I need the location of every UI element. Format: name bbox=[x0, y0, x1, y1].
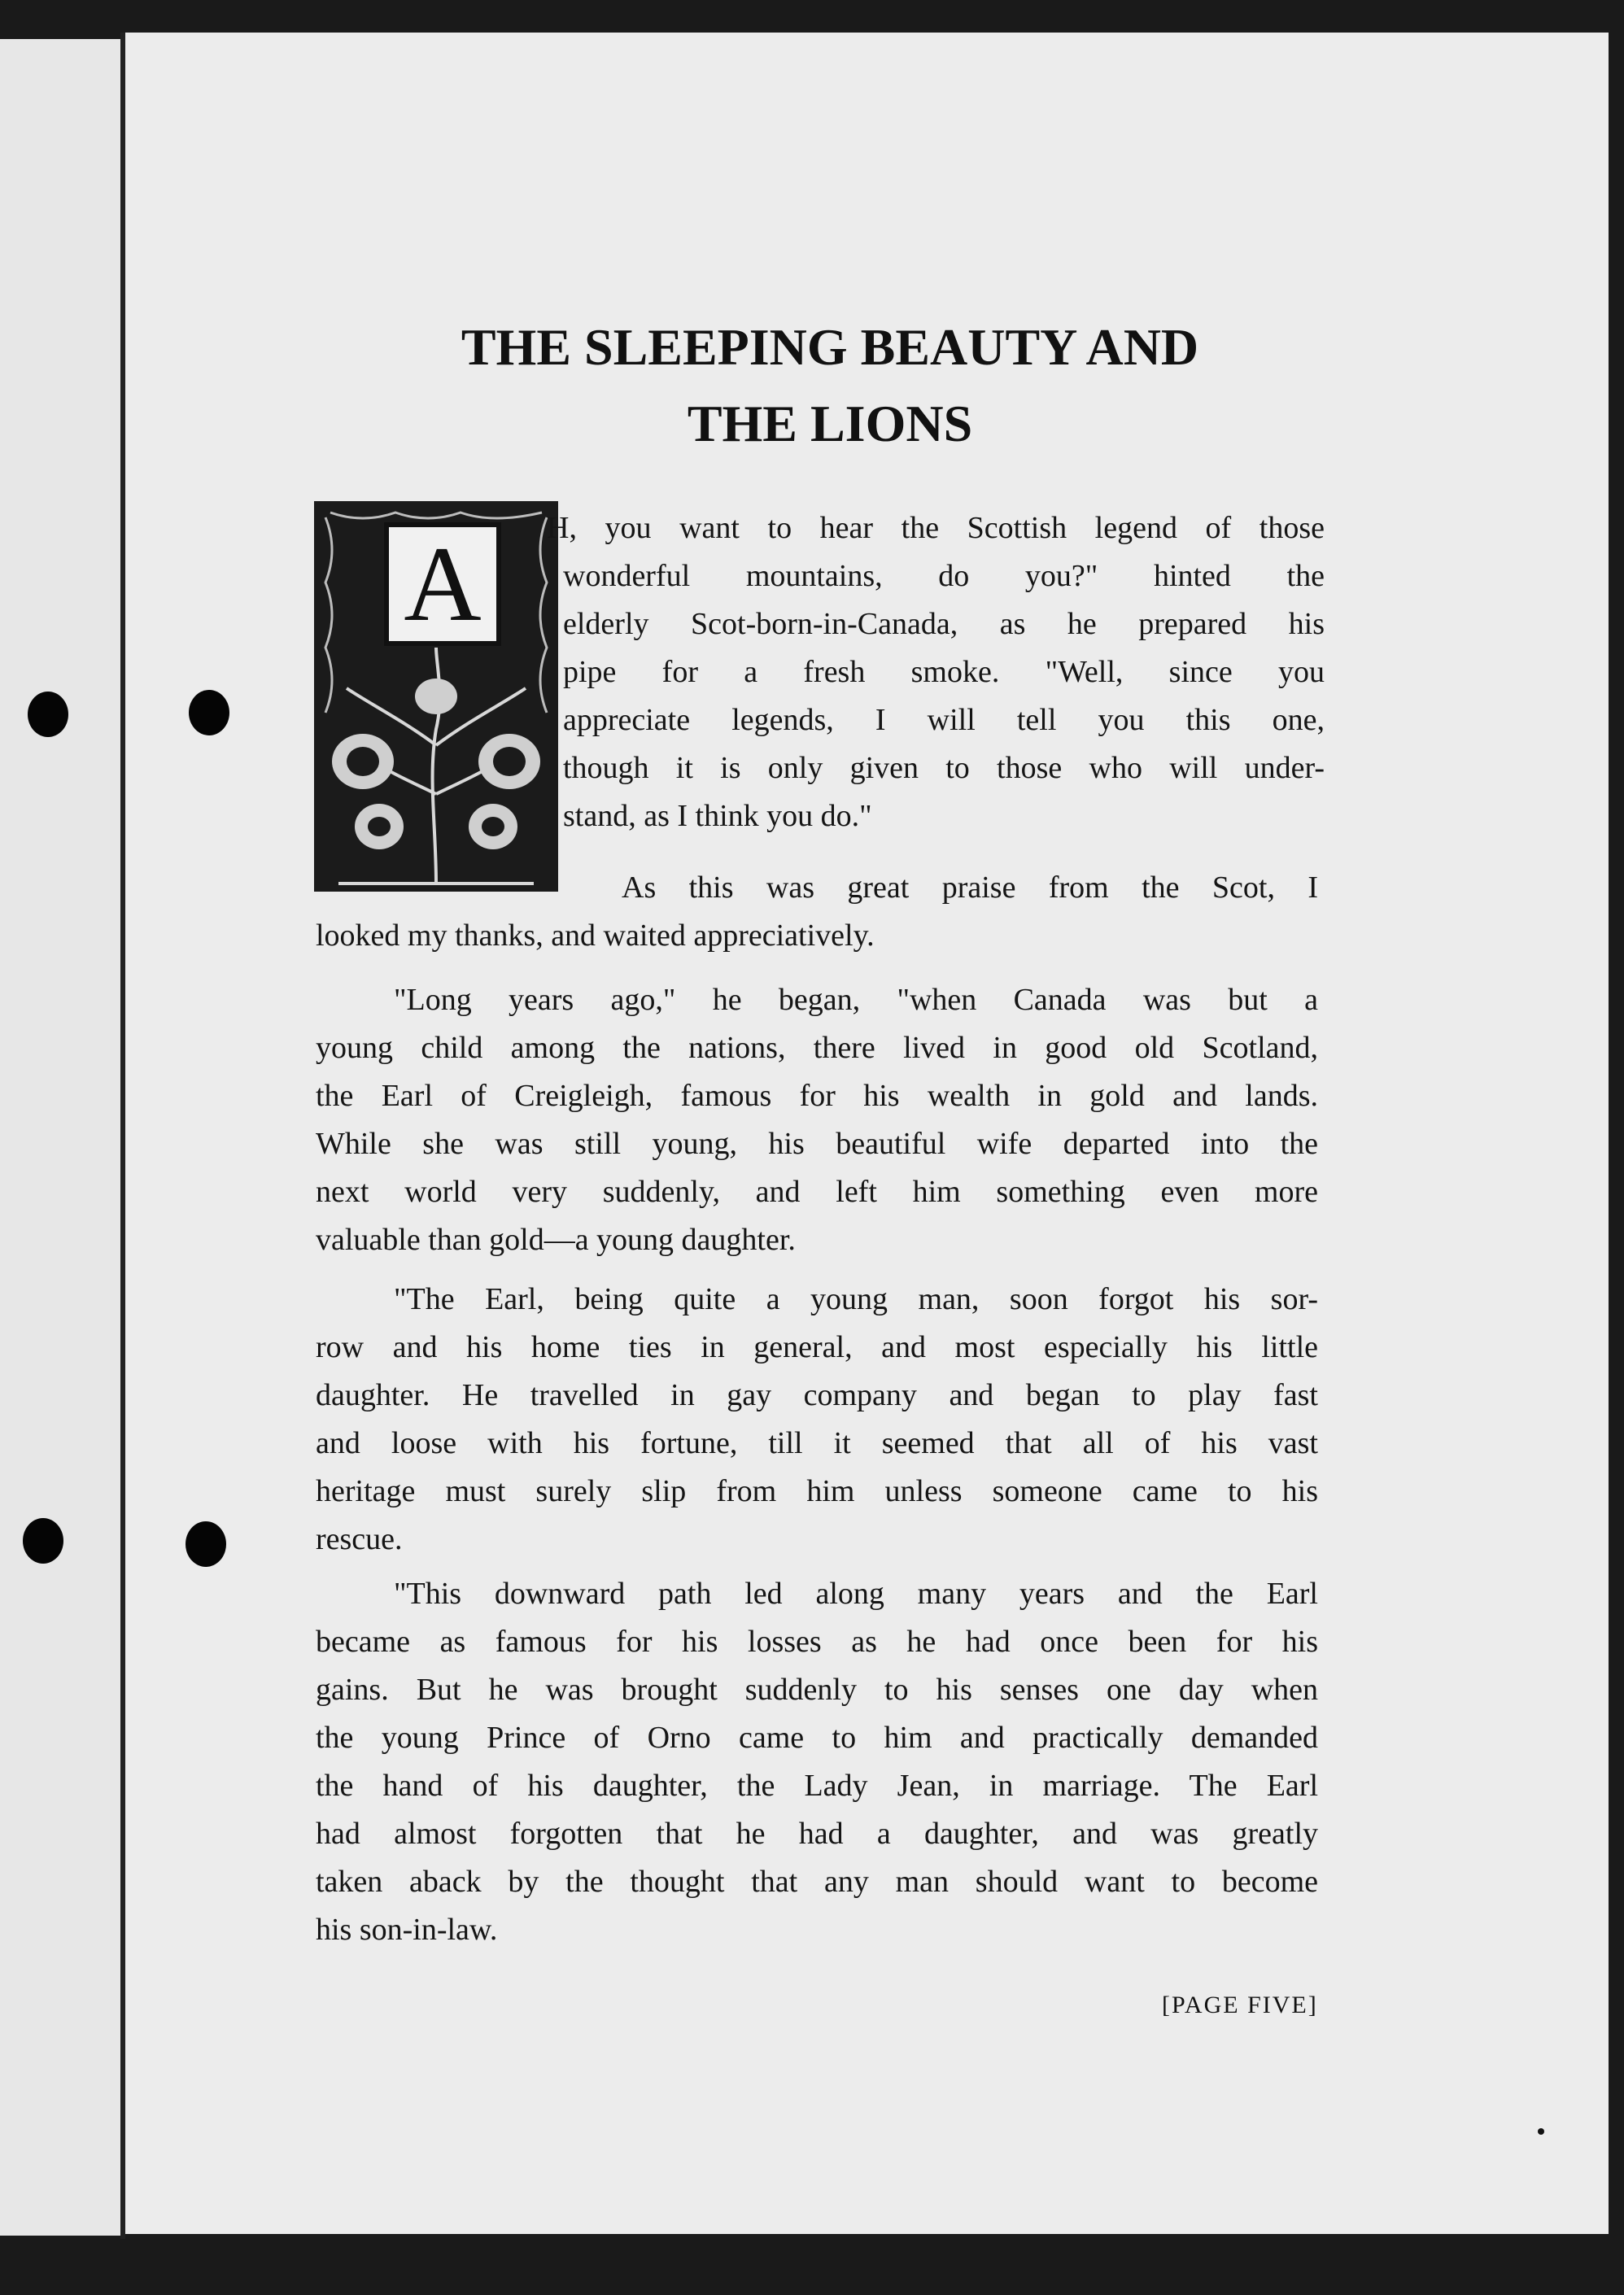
text-line: As this was great praise from the Scot, I bbox=[622, 870, 1318, 905]
body-paragraph bbox=[316, 976, 1318, 1264]
page-number: [PAGE FIVE] bbox=[1162, 1992, 1318, 2018]
text-line: and loose with his fortune, till it seemed that all of his vast bbox=[316, 1426, 1318, 1460]
text-line: "This downward path led along many years and the Earl bbox=[394, 1577, 1318, 1611]
text-line: the Earl of Creigleigh, famous for his wealth in gold and lands. bbox=[316, 1079, 1318, 1113]
text-line: appreciate legends, I will tell you this one, bbox=[563, 703, 1325, 737]
binding-gutter bbox=[120, 33, 125, 2239]
opening-paragraph bbox=[547, 504, 1325, 840]
text-line: young child among the nations, there lived in good old Scotland, bbox=[316, 1031, 1318, 1065]
text-line: H, you want to hear the Scottish legend of those bbox=[547, 511, 1325, 545]
ornamental-initial bbox=[314, 501, 558, 892]
text-line: row and his home ties in general, and most especially his little bbox=[316, 1330, 1318, 1364]
text-line: though it is only given to those who will under- bbox=[563, 751, 1325, 785]
body-paragraph bbox=[316, 864, 1318, 960]
binder-hole bbox=[189, 690, 229, 735]
text-line: the hand of his daughter, the Lady Jean, in marriage. The Earl bbox=[316, 1769, 1318, 1803]
text-line: "Long years ago," he began, "when Canada was but a bbox=[394, 983, 1318, 1017]
text-line: the young Prince of Orno came to him and practically demanded bbox=[316, 1721, 1318, 1755]
text-line: elderly Scot-born-in-Canada, as he prepared his bbox=[563, 607, 1325, 641]
text-line: daughter. He travelled in gay company and began to play fast bbox=[316, 1378, 1318, 1412]
binder-hole bbox=[28, 692, 68, 737]
binder-hole bbox=[186, 1521, 226, 1567]
initial-letter: A bbox=[404, 524, 482, 644]
binder-hole bbox=[23, 1518, 63, 1564]
text-line: heritage must surely slip from him unless someone came to his bbox=[316, 1474, 1318, 1508]
text-line: valuable than gold—a young daughter. bbox=[316, 1223, 796, 1257]
text-line: stand, as I think you do." bbox=[563, 799, 872, 833]
chapter-title-line: THE LIONS bbox=[687, 395, 973, 452]
text-line: had almost forgotten that he had a daughter, and was greatly bbox=[316, 1817, 1318, 1851]
facing-page-edge bbox=[0, 39, 124, 2236]
body-paragraph bbox=[316, 1276, 1318, 1564]
text-line: looked my thanks, and waited appreciatively. bbox=[316, 918, 875, 953]
text-line: gains. But he was brought suddenly to his senses one day when bbox=[316, 1673, 1318, 1707]
chapter-title-line: THE SLEEPING BEAUTY AND bbox=[461, 318, 1199, 376]
text-line: taken aback by the thought that any man should want to become bbox=[316, 1865, 1318, 1899]
text-line: his son-in-law. bbox=[316, 1913, 498, 1947]
scan-speck bbox=[1538, 2128, 1544, 2135]
text-line: rescue. bbox=[316, 1522, 403, 1556]
chapter-title bbox=[407, 309, 1253, 462]
body-paragraph bbox=[316, 1570, 1318, 1954]
initial-letter-frame bbox=[384, 522, 501, 646]
text-line: "The Earl, being quite a young man, soon forgot his sor- bbox=[394, 1282, 1318, 1316]
text-line: pipe for a fresh smoke. "Well, since you bbox=[563, 655, 1325, 689]
text-line: wonderful mountains, do you?" hinted the bbox=[563, 559, 1325, 593]
text-line: next world very suddenly, and left him something even more bbox=[316, 1175, 1318, 1209]
text-line: While she was still young, his beautiful wife departed into the bbox=[316, 1127, 1318, 1161]
text-line: became as famous for his losses as he had once been for his bbox=[316, 1625, 1318, 1659]
